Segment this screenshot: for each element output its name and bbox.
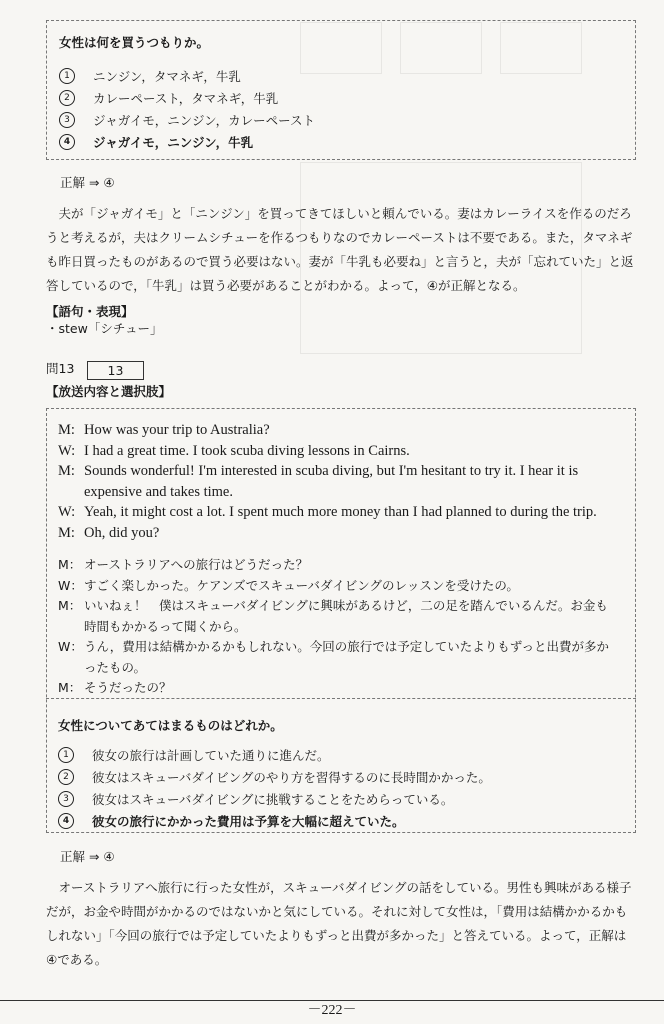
q13-option-4 [58, 810, 618, 832]
circled-number: 1 [58, 747, 74, 763]
page-number-text: －222－ [300, 1003, 365, 1018]
circled-number: 4 [59, 134, 75, 150]
utterance: Oh, did you? [84, 524, 160, 541]
circled-number: 3 [59, 112, 75, 128]
option-text: 彼女の旅行にかかった費用は予算を大幅に超えていた。 [92, 814, 405, 829]
dialog-line [58, 678, 618, 699]
utterance: うん，費用は結構かかるかもしれない。今回の旅行では予定していたよりもずっと出費が多かったもの。 [84, 639, 610, 675]
circled-number: 2 [58, 769, 74, 785]
speaker: M: [58, 422, 75, 438]
option-text: ニンジン，タマネギ，牛乳 [93, 69, 241, 84]
q13-option-2 [58, 766, 618, 788]
circled-number: 3 [58, 791, 74, 807]
page-number [0, 999, 664, 1019]
circled-number: 2 [59, 90, 75, 106]
option-text: 彼女の旅行は計画していた通りに進んだ。 [92, 748, 330, 763]
option-text: 彼女はスキューバダイビングのやり方を習得するのに長時間かかった。 [92, 770, 491, 785]
dialog-line [58, 555, 618, 576]
speaker: M： [58, 598, 82, 613]
q12-option-3 [59, 109, 625, 131]
q13-label: 問13 [46, 361, 75, 376]
option-text: カレーペースト，タマネギ，牛乳 [93, 91, 279, 106]
option-text: ジャガイモ，ニンジン，牛乳 [93, 135, 254, 150]
speaker: W: [58, 442, 76, 459]
q12-explanation: 夫が「ジャガイモ」と「ニンジン」を買ってきてほしいと頼んでいる。妻はカレーライスを作るのだろうと考えるが，夫はクリームシチューを作るつもりなのでカレーペーストは不要である。また，タマネギも昨日買ったものがあるので買う必要はない。妻が「牛乳も必要ね」と言うと，夫が「忘れていた」と返答しているので，「牛乳」は買う必要があることがわかる。よって，④が正解となる。 [46, 206, 634, 293]
q12-option-4 [59, 131, 625, 153]
divider [46, 698, 636, 699]
q13-answer: 正解 ⇒ ④ [60, 849, 115, 864]
utterance: Yeah, it might cost a lot. I spent much more money than I had planned to during the trip. [84, 504, 597, 520]
utterance: How was your trip to Australia? [84, 422, 270, 438]
speaker: M: [58, 524, 75, 541]
dialog-line [58, 637, 618, 678]
q13-number-box: 13 [87, 361, 144, 380]
q13-question-block [58, 712, 618, 832]
speaker: W: [58, 504, 76, 520]
q12-answer: 正解 ⇒ ④ [60, 175, 115, 190]
speaker: M： [58, 680, 82, 695]
q13-explanation: オーストラリアへ旅行に行った女性が，スキューバダイビングの話をしている。男性も興味がある様子だが，お金や時間がかかるのではないかと気にしている。それに対して女性は，「費用は結構かかるかもしれない」「今回の旅行では予定していたよりもずっと出費が多かった」と答えている。よって，正解は④である。 [46, 880, 632, 967]
q12-question-box [46, 20, 636, 160]
utterance: I had a great time. I took scuba diving lessons in Cairns. [84, 442, 410, 459]
dialog-line [58, 523, 598, 544]
q12-vocab-heading: 【語句・表現】 [46, 304, 134, 319]
speaker: W： [58, 639, 83, 654]
q13-option-3 [58, 788, 618, 810]
speaker: M: [58, 463, 75, 479]
q13-question: 女性についてあてはまるものはどれか。 [58, 718, 283, 733]
q12-option-1 [59, 65, 625, 87]
q13-dialog-english [58, 420, 598, 543]
option-text: 彼女はスキューバダイビングに挑戦することをためらっている。 [92, 792, 454, 807]
speaker: W： [58, 577, 83, 593]
dialog-line [58, 502, 598, 523]
utterance: いいねぇ！ 僕はスキューバダイビングに興味があるけど，二の足を踏んでいるんだ。お金も時間もかかるって聞くから。 [84, 598, 608, 634]
option-text: ジャガイモ，ニンジン，カレーペースト [93, 113, 316, 128]
speaker: M： [58, 557, 82, 572]
dialog-line [58, 420, 598, 441]
dialog-line [58, 576, 618, 597]
dialog-line [58, 441, 598, 462]
q12-vocab-item: ・stew「シチュー」 [46, 321, 163, 336]
dialog-line [58, 461, 598, 502]
utterance: すごく楽しかった。ケアンズでスキューバダイビングのレッスンを受けたの。 [84, 577, 519, 593]
q13-option-1 [58, 744, 618, 766]
q13-heading: 【放送内容と選択肢】 [46, 384, 172, 399]
utterance: そうだったの？ [84, 680, 172, 695]
utterance: Sounds wonderful! I'm interested in scuba diving, but I'm hesitant to try it. I hear it is expensive and takes time. [84, 463, 579, 500]
circled-number: 4 [58, 813, 74, 829]
utterance: オーストラリアへの旅行はどうだった？ [84, 557, 309, 572]
dialog-line [58, 596, 618, 637]
q13-dialog-japanese [58, 555, 618, 699]
q12-option-2 [59, 87, 625, 109]
circled-number: 1 [59, 68, 75, 84]
q12-question: 女性は何を買うつもりか。 [59, 35, 210, 50]
